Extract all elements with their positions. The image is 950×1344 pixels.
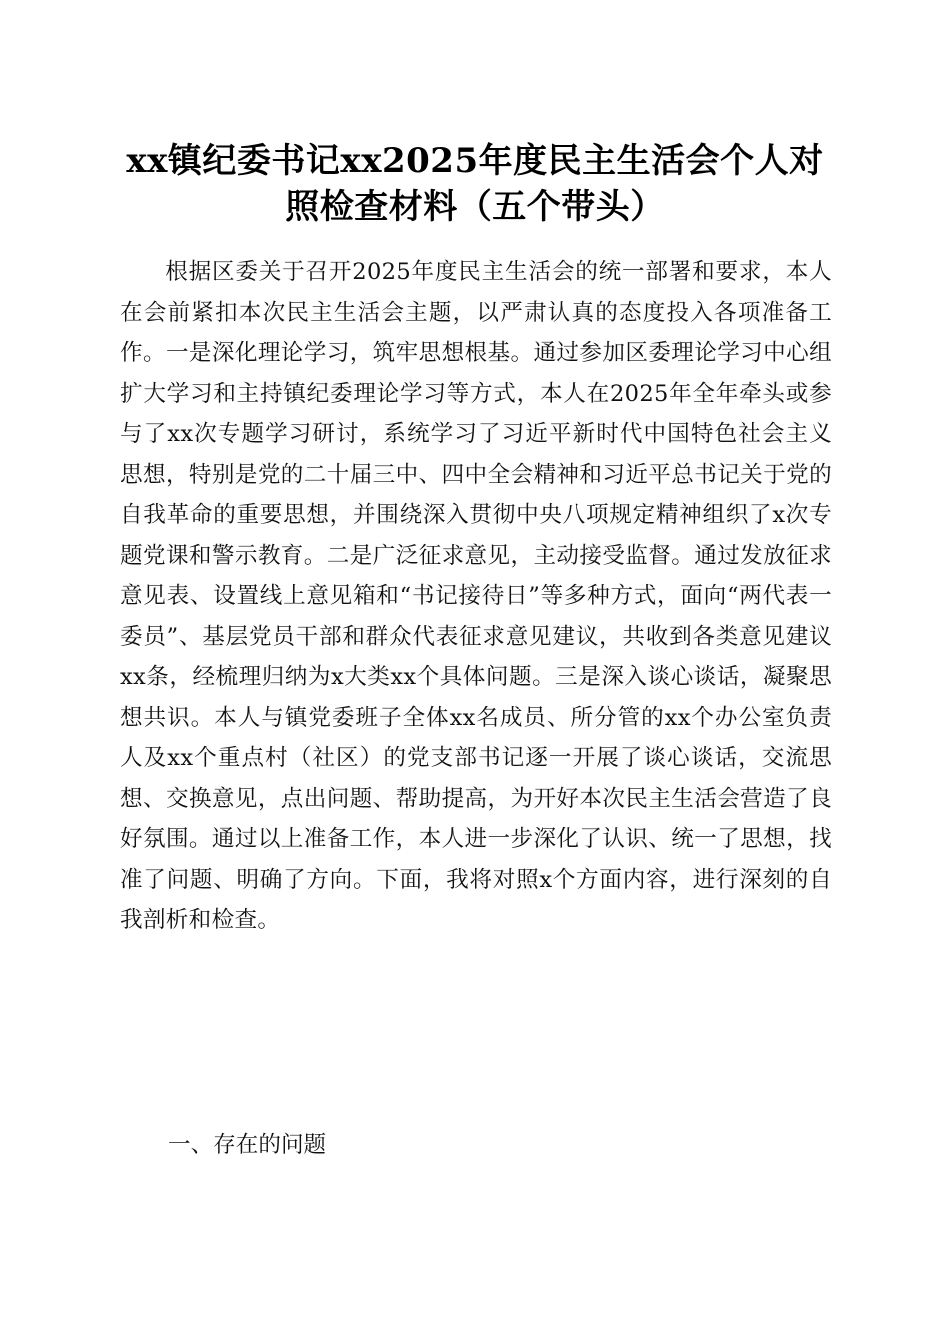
title-line-1: xx镇纪委书记xx2025年度民主生活会个人对 [126,141,824,181]
document-title [100,138,850,230]
title-line-2: 照检查材料（五个带头） [285,187,665,227]
intro-paragraph: 根据区委关于召开2025年度民主生活会的统一部署和要求，本人在会前紧扣本次民主生活会主题，以严肃认真的态度投入各项准备工作。一是深化理论学习，筑牢思想根基。通过参加区委理论学习中心组扩大学习和主持镇纪委理论学习等方式，本人在2025年全年牵头或参与了xx次专题学习研讨，系统学习了习近平新时代中国特色社会主义思想，特别是党的二十届三中、四中全会精神和习近平总书记关于党的自我革命的重要思想，并围绕深入贯彻中央八项规定精神组织了x次专题党课和警示教育。二是广泛征求意见，主动接受监督。通过发放征求意见表、设置线上意见箱和“书记接待日”等多种方式，面向“两代表一委员”、基层党员干部和群众代表征求意见建议，共收到各类意见建议xx条，经梳理归纳为x大类xx个具体问题。三是深入谈心谈话，凝聚思想共识。本人与镇党委班子全体xx名成员、所分管的xx个办公室负责人及xx个重点村（社区）的党支部书记逐一开展了谈心谈话，交流思想、交换意见，点出问题、帮助提高，为开好本次民主生活会营造了良好氛围。通过以上准备工作，本人进一步深化了认识、统一了思想，找准了问题、明确了方向。下面，我将对照x个方面内容，进行深刻的自我剖析和检查。 [120,259,832,933]
section-heading: 一、存在的问题 [168,1132,327,1158]
